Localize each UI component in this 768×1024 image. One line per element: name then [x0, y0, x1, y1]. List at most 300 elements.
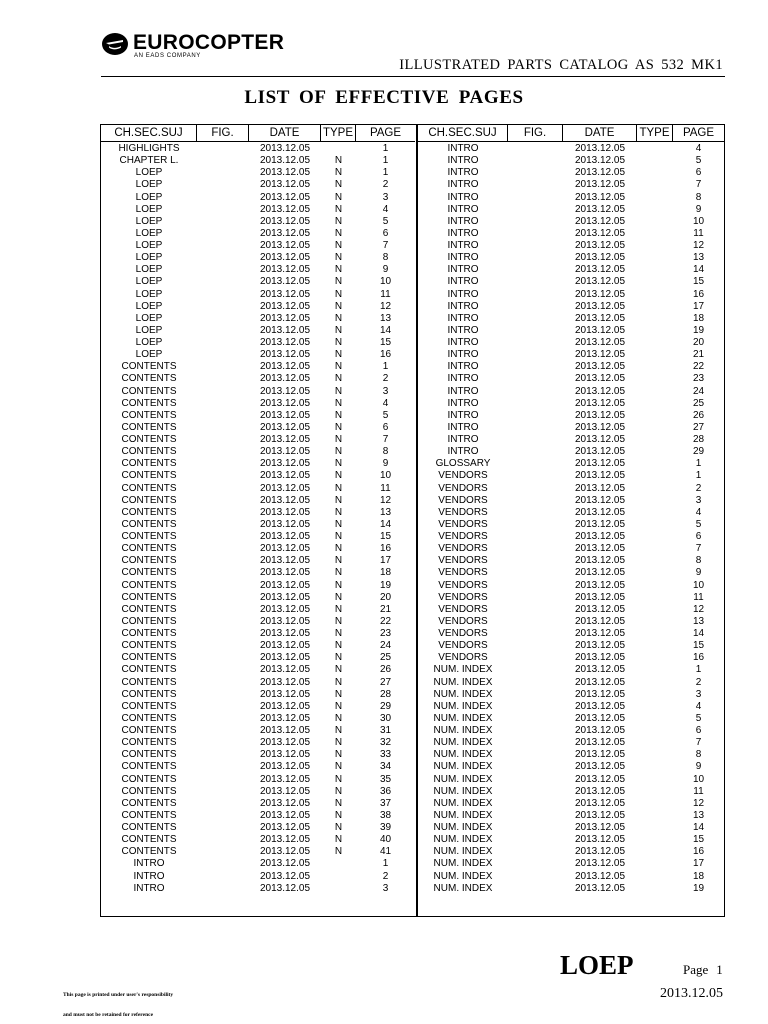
section-cell: INTRO: [447, 179, 479, 191]
table-row: [418, 252, 724, 264]
section-cell: CONTENTS: [121, 591, 177, 603]
table-row: [418, 677, 724, 689]
section-cell: CONTENTS: [121, 737, 177, 749]
page-cell: 35: [379, 773, 392, 785]
table-row: [418, 543, 724, 555]
table-row: [418, 216, 724, 228]
section-cell: INTRO: [447, 446, 479, 458]
date-cell: 2013.12.05: [259, 506, 311, 518]
table-row: [418, 458, 724, 470]
section-cell: CONTENTS: [121, 531, 177, 542]
date-cell: 2013.12.05: [574, 809, 626, 821]
page-cell: 8: [695, 749, 702, 761]
page-cell: 28: [692, 434, 705, 445]
table-row: [101, 252, 415, 264]
section-cell: INTRO: [447, 349, 479, 361]
section-cell: INTRO: [447, 409, 479, 421]
type-cell: N: [334, 603, 343, 615]
type-cell: N: [334, 531, 343, 542]
section-cell: CONTENTS: [121, 421, 177, 433]
type-cell: N: [334, 288, 343, 300]
section-cell: INTRO: [447, 167, 479, 179]
table-row: [101, 749, 415, 761]
section-cell: INTRO: [447, 300, 479, 312]
table-left-half: [101, 125, 415, 916]
page-cell: 3: [382, 882, 389, 894]
date-cell: 2013.12.05: [259, 143, 311, 154]
section-cell: INTRO: [447, 264, 479, 276]
type-cell: N: [334, 809, 343, 821]
page-cell: 18: [692, 870, 705, 882]
page-cell: 21: [692, 349, 705, 361]
date-cell: 2013.12.05: [574, 361, 626, 373]
date-cell: 2013.12.05: [259, 628, 311, 639]
page-cell: 30: [379, 712, 392, 724]
page-cell: 36: [379, 785, 392, 797]
page-cell: 4: [382, 397, 389, 409]
section-cell: NUM. INDEX: [433, 773, 493, 785]
page-cell: 6: [695, 725, 702, 736]
date-cell: 2013.12.05: [259, 494, 311, 506]
page-cell: 16: [692, 652, 705, 664]
date-cell: 2013.12.05: [259, 434, 311, 445]
table-row: [101, 774, 415, 786]
date-cell: 2013.12.05: [574, 725, 626, 736]
section-cell: INTRO: [133, 870, 165, 882]
section-cell: CONTENTS: [121, 555, 177, 567]
page-cell: 7: [382, 434, 389, 445]
page-cell: 22: [692, 361, 705, 373]
page-cell: 15: [379, 337, 392, 348]
table-row: [101, 810, 415, 822]
table-row: [418, 204, 724, 216]
table-row: [418, 701, 724, 713]
date-cell: 2013.12.05: [259, 155, 311, 167]
table-row: [101, 713, 415, 725]
page-cell: 23: [379, 628, 392, 639]
date-cell: 2013.12.05: [574, 167, 626, 179]
table-row: [101, 786, 415, 798]
table-row: [101, 604, 415, 616]
column-header-date: DATE: [563, 125, 637, 141]
section-cell: VENDORS: [438, 591, 488, 603]
page-cell: 5: [695, 155, 702, 167]
type-cell: N: [334, 628, 343, 639]
section-cell: CONTENTS: [121, 773, 177, 785]
section-cell: INTRO: [447, 215, 479, 227]
page-cell: 25: [379, 652, 392, 664]
table-row: [418, 834, 724, 846]
type-cell: N: [334, 434, 343, 445]
date-cell: 2013.12.05: [574, 155, 626, 167]
table-row: [101, 264, 415, 276]
type-cell: N: [334, 361, 343, 373]
table-row: [101, 531, 415, 543]
page-cell: 12: [692, 240, 705, 251]
page-cell: 11: [693, 785, 704, 797]
type-cell: N: [334, 773, 343, 785]
table-row: [101, 458, 415, 470]
section-cell: CONTENTS: [121, 688, 177, 700]
page-cell: 19: [379, 579, 392, 591]
section-cell: CONTENTS: [121, 579, 177, 591]
table-row: [418, 386, 724, 398]
page-cell: 5: [382, 409, 389, 421]
page-cell: 10: [692, 579, 705, 591]
table-row: [101, 155, 415, 167]
section-cell: NUM. INDEX: [433, 761, 493, 773]
date-cell: 2013.12.05: [574, 458, 626, 470]
section-cell: VENDORS: [438, 470, 488, 482]
table-row: [418, 604, 724, 616]
table-row: [101, 677, 415, 689]
section-cell: INTRO: [447, 288, 479, 300]
table-right-half: [418, 125, 724, 916]
date-cell: 2013.12.05: [259, 834, 311, 846]
section-cell: CONTENTS: [121, 518, 177, 530]
page-cell: 1: [695, 470, 702, 482]
date-cell: 2013.12.05: [259, 603, 311, 615]
date-cell: 2013.12.05: [259, 664, 311, 676]
page-cell: 16: [379, 543, 392, 555]
table-row: [418, 883, 724, 895]
page-cell: 4: [695, 506, 702, 518]
page-cell: 15: [692, 834, 705, 846]
table-row: [101, 289, 415, 301]
table-row: [101, 386, 415, 398]
table-row: [418, 580, 724, 592]
section-cell: CONTENTS: [121, 373, 177, 385]
page-cell: 21: [379, 603, 392, 615]
date-cell: 2013.12.05: [574, 373, 626, 385]
type-cell: N: [334, 409, 343, 421]
page-cell: 6: [382, 421, 389, 433]
table-row: [418, 167, 724, 179]
section-cell: VENDORS: [438, 543, 488, 555]
date-cell: 2013.12.05: [574, 870, 626, 882]
date-cell: 2013.12.05: [259, 482, 311, 494]
section-cell: VENDORS: [438, 640, 488, 652]
table-row: [101, 325, 415, 337]
page-cell: 5: [382, 215, 389, 227]
page-cell: 29: [379, 700, 392, 712]
table-row: [418, 567, 724, 579]
table-row: [418, 276, 724, 288]
section-cell: CONTENTS: [121, 434, 177, 445]
table-row: [418, 313, 724, 325]
table-row: [101, 276, 415, 288]
column-header-page: PAGE: [369, 127, 402, 139]
type-cell: N: [334, 482, 343, 494]
page-cell: 31: [379, 725, 392, 736]
table-row: [418, 155, 724, 167]
date-cell: 2013.12.05: [574, 482, 626, 494]
section-cell: CONTENTS: [121, 725, 177, 736]
section-cell: CONTENTS: [121, 458, 177, 470]
section-cell: VENDORS: [438, 579, 488, 591]
column-header-page: PAGE: [682, 127, 715, 139]
section-cell: CONTENTS: [121, 603, 177, 615]
section-cell: NUM. INDEX: [433, 737, 493, 749]
page-cell: 25: [692, 397, 705, 409]
table-row: [418, 531, 724, 543]
type-cell: N: [334, 555, 343, 567]
type-cell: N: [334, 458, 343, 470]
section-cell: CONTENTS: [121, 494, 177, 506]
column-header-type: TYPE: [637, 125, 673, 141]
type-cell: N: [334, 155, 343, 167]
section-cell: VENDORS: [438, 506, 488, 518]
table-row: [101, 761, 415, 773]
page-cell: 12: [379, 300, 392, 312]
type-cell: N: [334, 543, 343, 555]
page-cell: 2: [382, 870, 389, 882]
page-cell: 6: [695, 531, 702, 542]
table-row: [418, 398, 724, 410]
table-row: [418, 652, 724, 664]
column-header-chsecsuj: CH.SEC.SUJ: [101, 125, 197, 141]
page-cell: 9: [695, 203, 702, 215]
table-row: [101, 858, 415, 870]
date-cell: 2013.12.05: [259, 615, 311, 627]
table-row: [101, 543, 415, 555]
date-cell: 2013.12.05: [259, 337, 311, 348]
date-cell: 2013.12.05: [259, 191, 311, 203]
footer-section-code: LOEP: [560, 950, 634, 980]
section-cell: CONTENTS: [121, 785, 177, 797]
date-cell: 2013.12.05: [259, 749, 311, 761]
page-cell: 3: [382, 191, 389, 203]
page-cell: 13: [692, 252, 705, 264]
date-cell: 2013.12.05: [259, 288, 311, 300]
section-cell: INTRO: [447, 155, 479, 167]
date-cell: 2013.12.05: [574, 591, 626, 603]
section-cell: VENDORS: [438, 555, 488, 567]
type-cell: N: [334, 167, 343, 179]
date-cell: 2013.12.05: [574, 349, 626, 361]
date-cell: 2013.12.05: [259, 409, 311, 421]
section-cell: INTRO: [447, 191, 479, 203]
date-cell: 2013.12.05: [574, 143, 626, 154]
page-cell: 27: [692, 421, 705, 433]
table-row: [418, 846, 724, 858]
section-cell: INTRO: [133, 882, 165, 894]
page-cell: 9: [695, 567, 702, 579]
page-cell: 24: [379, 640, 392, 652]
section-cell: CONTENTS: [121, 749, 177, 761]
type-cell: N: [334, 834, 343, 846]
date-cell: 2013.12.05: [259, 264, 311, 276]
page-cell: 11: [380, 482, 391, 494]
page-cell: 33: [379, 749, 392, 761]
date-cell: 2013.12.05: [259, 591, 311, 603]
table-row: [418, 725, 724, 737]
page-cell: 13: [379, 312, 392, 324]
page-title: LIST OF EFFECTIVE PAGES: [244, 87, 524, 108]
date-cell: 2013.12.05: [574, 858, 626, 870]
section-cell: INTRO: [447, 324, 479, 336]
page-cell: 15: [692, 276, 705, 288]
page-cell: 13: [379, 506, 392, 518]
date-cell: 2013.12.05: [259, 203, 311, 215]
section-cell: VENDORS: [438, 567, 488, 579]
type-cell: N: [334, 567, 343, 579]
date-cell: 2013.12.05: [259, 421, 311, 433]
section-cell: NUM. INDEX: [433, 712, 493, 724]
date-cell: 2013.12.05: [259, 458, 311, 470]
table-row: [418, 810, 724, 822]
section-cell: CONTENTS: [121, 700, 177, 712]
date-cell: 2013.12.05: [259, 276, 311, 288]
page-cell: 16: [379, 349, 392, 361]
section-cell: INTRO: [447, 385, 479, 397]
type-cell: N: [334, 737, 343, 749]
section-cell: VENDORS: [438, 531, 488, 542]
page-cell: 9: [382, 458, 389, 470]
section-cell: CONTENTS: [121, 628, 177, 639]
page-cell: 16: [692, 846, 705, 858]
page-cell: 1: [382, 361, 389, 373]
date-cell: 2013.12.05: [259, 167, 311, 179]
date-cell: 2013.12.05: [574, 324, 626, 336]
date-cell: 2013.12.05: [259, 385, 311, 397]
page-cell: 37: [379, 797, 392, 809]
header-rule: [101, 76, 725, 77]
page-cell: 14: [692, 264, 705, 276]
page-cell: 28: [379, 688, 392, 700]
section-cell: NUM. INDEX: [433, 700, 493, 712]
table-row: [101, 507, 415, 519]
type-cell: N: [334, 324, 343, 336]
page-cell: 7: [382, 240, 389, 251]
type-cell: N: [334, 227, 343, 239]
table-row: [101, 725, 415, 737]
page-cell: 26: [692, 409, 705, 421]
table-row: [101, 204, 415, 216]
table-row: [101, 580, 415, 592]
page-cell: 14: [692, 628, 705, 639]
date-cell: 2013.12.05: [574, 421, 626, 433]
date-cell: 2013.12.05: [574, 761, 626, 773]
page-cell: 4: [695, 700, 702, 712]
column-header-fig: FIG.: [197, 125, 249, 141]
page-cell: 27: [379, 676, 392, 688]
date-cell: 2013.12.05: [259, 882, 311, 894]
page-cell: 13: [692, 615, 705, 627]
date-cell: 2013.12.05: [574, 312, 626, 324]
page-cell: 1: [382, 155, 389, 167]
table-row: [418, 555, 724, 567]
page-cell: 39: [379, 822, 392, 833]
date-cell: 2013.12.05: [574, 688, 626, 700]
section-cell: NUM. INDEX: [433, 809, 493, 821]
table-row: [418, 737, 724, 749]
table-row: [418, 774, 724, 786]
type-cell: N: [334, 337, 343, 348]
page-cell: 8: [382, 252, 389, 264]
date-cell: 2013.12.05: [574, 846, 626, 858]
type-cell: N: [334, 506, 343, 518]
date-cell: 2013.12.05: [259, 179, 311, 191]
section-cell: CONTENTS: [121, 567, 177, 579]
table-row: [418, 192, 724, 204]
section-cell: NUM. INDEX: [433, 725, 493, 736]
table-row: [418, 786, 724, 798]
page-cell: 19: [692, 324, 705, 336]
date-cell: 2013.12.05: [574, 700, 626, 712]
footer-page-number: [683, 962, 723, 978]
section-cell: INTRO: [447, 252, 479, 264]
date-cell: 2013.12.05: [574, 276, 626, 288]
date-cell: 2013.12.05: [259, 349, 311, 361]
section-cell: CONTENTS: [121, 446, 177, 458]
section-cell: VENDORS: [438, 615, 488, 627]
section-cell: INTRO: [447, 276, 479, 288]
type-cell: N: [334, 615, 343, 627]
date-cell: 2013.12.05: [574, 409, 626, 421]
table-row: [418, 434, 724, 446]
page-cell: 11: [693, 227, 704, 239]
type-cell: N: [334, 785, 343, 797]
section-cell: INTRO: [447, 227, 479, 239]
page-cell: 2: [695, 482, 702, 494]
date-cell: 2013.12.05: [574, 567, 626, 579]
date-cell: 2013.12.05: [259, 397, 311, 409]
page-cell: 4: [695, 143, 702, 154]
date-cell: 2013.12.05: [574, 203, 626, 215]
date-cell: 2013.12.05: [574, 785, 626, 797]
table-row: [418, 289, 724, 301]
table-row: [418, 640, 724, 652]
date-cell: 2013.12.05: [574, 446, 626, 458]
page-cell: 14: [379, 518, 392, 530]
section-cell: LOEP: [135, 215, 163, 227]
section-cell: CONTENTS: [121, 470, 177, 482]
table-row: [101, 313, 415, 325]
date-cell: 2013.12.05: [574, 470, 626, 482]
section-cell: CONTENTS: [121, 834, 177, 846]
page-cell: 3: [695, 688, 702, 700]
table-row: [101, 555, 415, 567]
table-row: [101, 592, 415, 604]
table-row: [418, 713, 724, 725]
page-cell: 10: [379, 470, 392, 482]
page-cell: 14: [379, 324, 392, 336]
table-row: [418, 483, 724, 495]
type-cell: N: [334, 676, 343, 688]
section-cell: GLOSSARY: [435, 458, 491, 470]
type-cell: N: [334, 518, 343, 530]
section-cell: LOEP: [135, 349, 163, 361]
date-cell: 2013.12.05: [259, 531, 311, 542]
table-row: [101, 846, 415, 858]
section-cell: LOEP: [135, 179, 163, 191]
date-cell: 2013.12.05: [574, 640, 626, 652]
page-cell: 20: [692, 337, 705, 348]
date-cell: 2013.12.05: [574, 543, 626, 555]
table-row: [101, 434, 415, 446]
table-row: [101, 143, 415, 155]
page-cell: 24: [692, 385, 705, 397]
type-cell: N: [334, 264, 343, 276]
table-row: [418, 871, 724, 883]
type-cell: N: [334, 664, 343, 676]
column-header-fig: FIG.: [508, 125, 563, 141]
table-row: [418, 616, 724, 628]
page-cell: 1: [382, 167, 389, 179]
page-cell: 12: [692, 603, 705, 615]
page-cell: 6: [382, 227, 389, 239]
